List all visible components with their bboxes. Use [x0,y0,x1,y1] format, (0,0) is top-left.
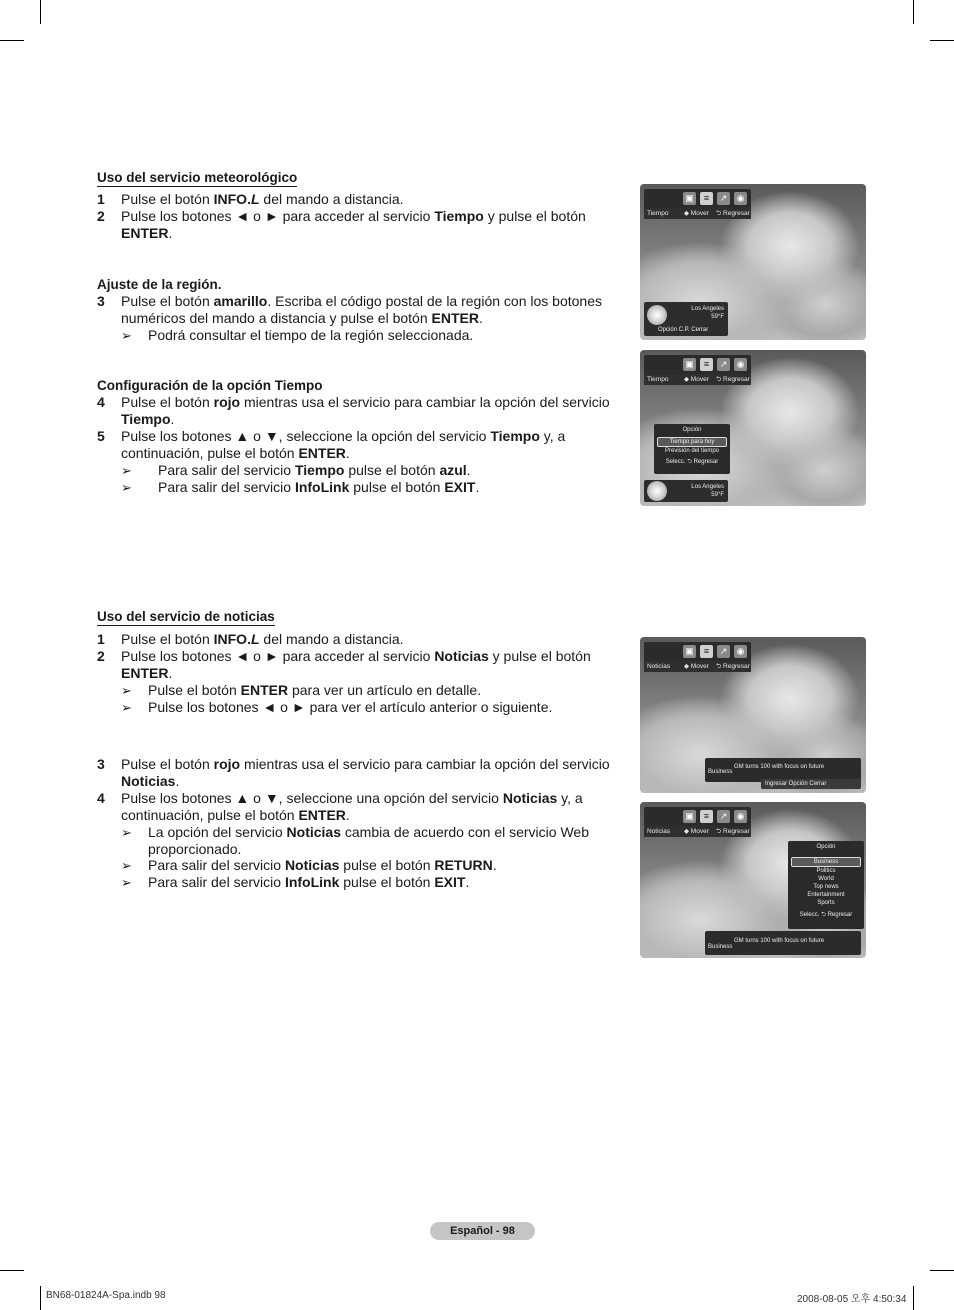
news-step-2-cont: ENTER. [121,665,173,681]
step-number: 2 [97,208,105,224]
weather-note-5a: Para salir del servicio Tiempo pulse el botón azul. [158,462,471,478]
option-popup [788,841,864,929]
step-number: 4 [97,394,105,410]
weather-note-3: Podrá consultar el tiempo de la región seleccionada. [148,327,474,343]
note-arrow-icon: ➢ [121,825,132,840]
page-number-badge: Español - 98 [430,1222,535,1240]
news-note-4c: Para salir del servicio InfoLink pulse el botón EXIT. [148,874,470,890]
stock-icon: ↗ [717,810,730,823]
news-step-1: Pulse el botón INFO.L del mando a distancia. [121,631,404,647]
service-label: Noticias [647,828,671,835]
move-hint: ◆ Mover [684,663,709,670]
option-popup [654,424,730,474]
service-label: Tiempo [647,210,669,217]
note-arrow-icon: ➢ [121,700,132,715]
service-label: Tiempo [647,376,669,383]
move-hint: ◆ Mover [684,376,709,383]
option-world[interactable]: World [818,876,834,882]
note-arrow-icon: ➢ [121,463,132,478]
news-note-2a: Pulse el botón ENTER para ver un artículo en detalle. [148,682,482,698]
photo-icon: ▣ [683,645,696,658]
news-note-4a: La opción del servicio Noticias cambia de acuerdo con el servicio Web [148,824,589,840]
note-arrow-icon: ➢ [121,683,132,698]
print-date: 2008-08-05 오후 4:50:34 [797,1294,907,1305]
weather-step-5-cont: continuación, pulse el botón ENTER. [121,445,350,461]
option-politics[interactable]: Politics [816,868,836,874]
weather-screen-1 [640,184,866,340]
note-arrow-icon: ➢ [121,328,132,343]
news-note-4a-cont: proporcionado. [148,841,242,857]
city-name: Los Angeles [691,306,724,312]
news-icon: ≡ [700,358,713,371]
weather-step-4: Pulse el botón rojo mientras usa el servicio para cambiar la opción del servicio [121,394,610,410]
news-step-4: Pulse los botones ▲ o ▼, seleccione una opción del servicio Noticias y, a [121,790,583,806]
service-label: Noticias [647,663,671,670]
weather-widget [644,302,728,336]
stock-icon: ↗ [717,192,730,205]
option-entertainment[interactable]: Entertainment [807,892,845,898]
stock-icon: ↗ [717,358,730,371]
globe-icon: ◉ [734,192,747,205]
step-number: 5 [97,428,105,444]
news-step-3: Pulse el botón rojo mientras usa el servicio para cambiar la opción del servicio [121,756,610,772]
news-icon: ≡ [700,192,713,205]
news-category: Business [708,769,733,775]
temperature: 59°F [711,314,724,320]
news-headline: GM turns 100 with focus on future [734,764,825,770]
option-forecast[interactable]: Previsión del tiempo [664,448,720,454]
service-toolbar [644,642,751,662]
footer-hints: Ingresar Opción Cerrar [765,781,827,787]
step-number: 4 [97,790,105,806]
weather-step-3: Pulse el botón amarillo. Escriba el código postal de la región con los botones [121,293,602,309]
popup-footer: Selecc. ⮌ Regresar [665,459,719,465]
service-toolbar [644,189,751,209]
news-step-2: Pulse los botones ◄ o ► para acceder al servicio Noticias y pulse el botón [121,648,591,664]
weather-section-heading: Uso del servicio meteorológico [97,170,298,185]
note-arrow-icon: ➢ [121,875,132,890]
news-step-4-cont: continuación, pulse el botón ENTER. [121,807,350,823]
news-ticker [705,931,861,955]
news-step-3-cont: Noticias. [121,773,180,789]
back-hint: ⮌ Regresar [716,663,750,670]
weather-step-2-cont: ENTER. [121,225,173,241]
service-toolbar [644,355,751,375]
photo-icon: ▣ [683,358,696,371]
widget-footer: Opción C.P. Cerrar [658,327,709,333]
weather-screen-2 [640,350,866,506]
news-category: Business [708,944,733,950]
weather-step-4-cont: Tiempo. [121,411,175,427]
weather-step-3-cont: numéricos del mando a distancia y pulse el botón ENTER. [121,310,483,326]
step-number: 2 [97,648,105,664]
stock-icon: ↗ [717,645,730,658]
service-toolbar [644,807,751,827]
step-number: 3 [97,293,105,309]
globe-icon: ◉ [734,810,747,823]
photo-icon: ▣ [683,192,696,205]
region-heading: Ajuste de la región. [97,277,222,292]
news-screen-1 [640,637,866,793]
option-sports[interactable]: Sports [817,900,835,906]
crop-mark [913,0,914,24]
service-bar [644,374,751,385]
crop-mark [913,1286,914,1310]
news-section-heading: Uso del servicio de noticias [97,609,275,624]
move-hint: ◆ Mover [684,828,709,835]
globe-icon: ◉ [734,358,747,371]
popup-title: Opción [682,427,702,433]
photo-icon: ▣ [683,810,696,823]
temperature: 59°F [711,492,724,498]
back-hint: ⮌ Regresar [716,210,750,217]
news-footer [761,779,861,789]
file-info: BN68-01824A-Spa.indb 98 [46,1290,166,1301]
note-arrow-icon: ➢ [121,858,132,873]
back-hint: ⮌ Regresar [716,828,750,835]
weather-widget [644,480,728,502]
step-number: 1 [97,191,105,207]
crop-mark [930,40,954,41]
option-business[interactable]: Business [791,857,861,867]
weather-step-5: Pulse los botones ▲ o ▼, seleccione la opción del servicio Tiempo y, a [121,428,566,444]
sun-icon [647,305,667,325]
crop-mark [0,40,24,41]
move-hint: ◆ Mover [684,210,709,217]
option-top-news[interactable]: Top news [813,884,839,890]
note-arrow-icon: ➢ [121,480,132,495]
news-screen-2 [640,802,866,958]
news-note-4b: Para salir del servicio Noticias pulse el botón RETURN. [148,857,497,873]
service-bar [644,661,751,672]
service-bar [644,826,751,837]
option-today[interactable]: Tiempo para hoy [657,437,727,447]
news-icon: ≡ [700,645,713,658]
sun-icon [647,481,667,501]
weather-step-2: Pulse los botones ◄ o ► para acceder al servicio Tiempo y pulse el botón [121,208,586,224]
option-heading: Configuración de la opción Tiempo [97,378,323,393]
weather-step-1: Pulse el botón INFO.L del mando a distancia. [121,191,404,207]
crop-mark [40,1286,41,1310]
news-headline: GM turns 100 with focus on future [734,938,825,944]
news-icon: ≡ [700,810,713,823]
news-note-2b: Pulse los botones ◄ o ► para ver el artículo anterior o siguiente. [148,699,553,715]
popup-footer: Selecc. ⮌ Regresar [799,912,853,918]
weather-note-5b: Para salir del servicio InfoLink pulse el botón EXIT. [158,479,480,495]
step-number: 1 [97,631,105,647]
crop-mark [40,0,41,24]
crop-mark [0,1270,24,1271]
popup-title: Opción [816,844,836,850]
service-bar [644,208,751,219]
step-number: 3 [97,756,105,772]
globe-icon: ◉ [734,645,747,658]
back-hint: ⮌ Regresar [716,376,750,383]
city-name: Los Angeles [691,484,724,490]
crop-mark [930,1270,954,1271]
